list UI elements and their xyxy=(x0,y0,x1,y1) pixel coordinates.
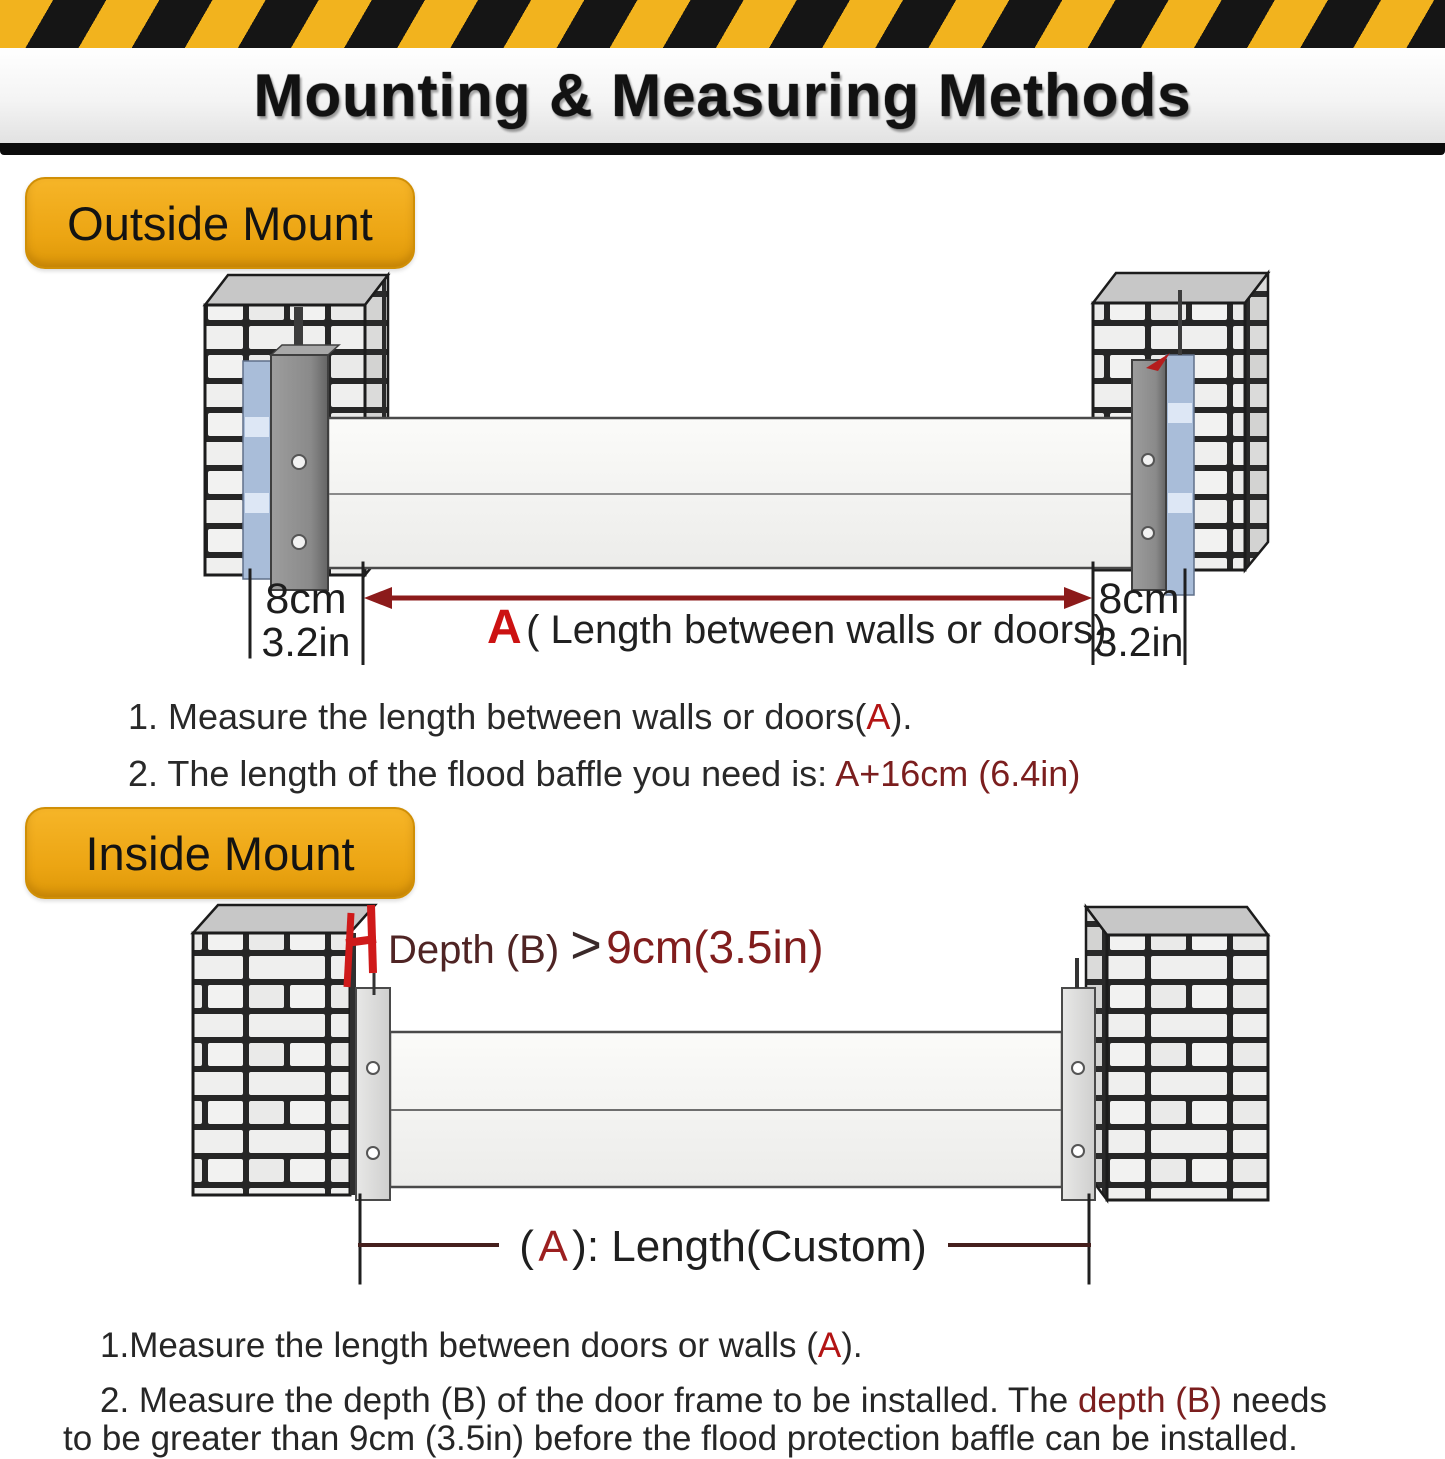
length-caption-text: ): Length(Custom) xyxy=(572,1222,927,1271)
title-band xyxy=(0,48,1445,143)
channel-post xyxy=(1132,360,1166,590)
inside-mount-label-text: Inside Mount xyxy=(85,826,355,880)
outside-mount-label-text: Outside Mount xyxy=(67,196,373,250)
step-highlight: depth (B) xyxy=(1077,1381,1222,1420)
inside-mount-label xyxy=(25,807,415,899)
length-open-paren: ( xyxy=(519,1222,534,1271)
channel-post xyxy=(1062,988,1095,1200)
arrow-head-left-icon xyxy=(364,587,392,609)
screw-hole xyxy=(292,535,306,549)
pillar-side-face xyxy=(1245,273,1268,570)
channel-post xyxy=(356,988,390,1200)
depth-label-text: Depth (B) xyxy=(388,928,571,972)
outside-mount-diagram xyxy=(0,265,1445,665)
channel-post xyxy=(271,355,328,590)
right-offset-in: 3.2in xyxy=(1094,619,1184,665)
inside-right-pillar xyxy=(1086,907,1268,1200)
length-letter-a: A xyxy=(538,1222,568,1271)
outside-barrier-panels xyxy=(328,418,1132,568)
left-offset-cm: 8cm xyxy=(265,575,347,623)
left-offset-in: 3.2in xyxy=(261,619,351,665)
screw-hole xyxy=(367,1147,379,1159)
screw-hole xyxy=(1142,454,1154,466)
step-highlight: A xyxy=(866,696,891,737)
length-caption xyxy=(519,1222,927,1271)
span-letter-a: A xyxy=(487,601,522,654)
seal-tab xyxy=(245,417,269,437)
step-text: to be greater than 9cm (3.5in) before the flood protection baffle can be installed. xyxy=(63,1419,1298,1458)
inside-step-2-continued xyxy=(63,1419,1298,1459)
span-caption xyxy=(487,601,1106,654)
inside-step-1 xyxy=(100,1326,863,1366)
step-text: ). xyxy=(841,1326,863,1365)
inside-left-channel xyxy=(356,988,390,1200)
step-text: needs xyxy=(1221,1381,1328,1420)
depth-value: 9cm(3.5in) xyxy=(606,921,824,973)
step-text: 1.Measure the length between doors or walls ( xyxy=(100,1326,818,1365)
seal-tab xyxy=(1168,403,1192,423)
screw-hole xyxy=(292,455,306,469)
outside-mount-steps xyxy=(128,696,1080,795)
screw-hole xyxy=(1072,1145,1084,1157)
outside-mount-label xyxy=(25,177,415,269)
span-caption-text: ( Length between walls or doors) xyxy=(526,608,1107,652)
inside-step-2 xyxy=(100,1381,1327,1421)
right-offset-cm: 8cm xyxy=(1098,575,1180,623)
pillar-front-face xyxy=(1107,935,1268,1200)
screw-hole xyxy=(1072,1062,1084,1074)
inside-barrier-panels xyxy=(390,1032,1062,1187)
screw-hole xyxy=(367,1062,379,1074)
outside-step-1 xyxy=(128,696,1080,738)
depth-bracket-crossbar xyxy=(346,939,376,943)
seal-tab xyxy=(245,493,269,513)
step-text: 1. Measure the length between walls or doors( xyxy=(128,696,867,737)
depth-label xyxy=(388,915,824,975)
step-highlight: A+16cm (6.4in) xyxy=(835,753,1081,794)
title-divider-bar xyxy=(0,143,1445,155)
screw-hole xyxy=(1142,527,1154,539)
pillar-top-face xyxy=(1086,907,1268,935)
step-text: 2. The length of the flood baffle you need is: xyxy=(128,753,836,794)
outside-step-2 xyxy=(128,753,1080,795)
depth-bracket-bar xyxy=(347,913,351,987)
step-highlight: A xyxy=(817,1326,842,1365)
pillar-front-face xyxy=(193,933,350,1195)
greater-than-sign: > xyxy=(570,915,602,975)
caution-stripe-band xyxy=(0,0,1445,48)
outside-left-channel xyxy=(243,345,339,590)
step-text: ). xyxy=(890,696,913,737)
seal-tab xyxy=(1168,493,1192,513)
inside-right-channel xyxy=(1062,958,1095,1200)
seal-strip xyxy=(1166,355,1194,595)
seal-strip xyxy=(243,361,271,579)
step-text: 2. Measure the depth (B) of the door frame to be installed. The xyxy=(100,1381,1078,1420)
inside-mount-diagram xyxy=(0,895,1445,1295)
channel-top-cap xyxy=(271,345,339,355)
pillar-top-face xyxy=(205,275,388,305)
arrow-head-right-icon xyxy=(1064,587,1092,609)
page-title: Mounting & Measuring Methods xyxy=(253,62,1192,129)
